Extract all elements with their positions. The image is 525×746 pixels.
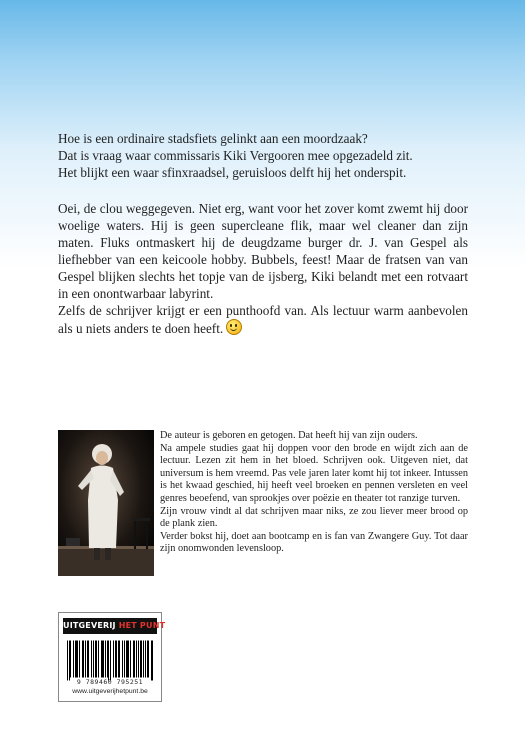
barcode-bar xyxy=(87,641,88,678)
bio-paragraph-2: Na ampele studies gaat hij doppen voor den brode en wijdt zich aan de lectuur. Lezen zit hem in het bloed. Schrijven ook. Uitgeven niet, dat universum is hem vreemd. Pas vele jaren later komt hij tot inkeer. Intussen is het kwaad geschied, hij heeft veel broeken en pennen versleten en veel genres beoefend, van sprookjes over poëzie en theater tot ranzige turven. xyxy=(160,442,468,504)
barcode-bar xyxy=(88,641,89,678)
barcode-bar xyxy=(138,641,139,678)
barcode-bar xyxy=(136,641,137,678)
barcode-bar xyxy=(130,641,131,678)
barcode-bar xyxy=(143,641,144,678)
barcode-bar xyxy=(82,641,83,678)
publisher-logo xyxy=(63,618,166,634)
intro-line-1: Hoe is een ordinaire stadsfiets gelinkt aan een moordzaak? xyxy=(58,131,368,146)
barcode-bar xyxy=(93,641,94,678)
barcode-bar xyxy=(96,641,97,678)
bio-paragraph-1: De auteur is geboren en getogen. Dat heeft hij van zijn ouders. xyxy=(160,430,418,441)
publisher-name-part-2: HET PUNT xyxy=(118,621,166,630)
barcode-bar xyxy=(98,641,99,678)
barcode-bar xyxy=(83,641,84,678)
intro-line-3: Het blijkt een waar sfinxraadsel, geruisloos delft hij het onderspit. xyxy=(58,165,407,180)
smiley-face-icon xyxy=(226,319,242,335)
barcode xyxy=(67,638,153,683)
barcode-bar xyxy=(126,641,127,678)
barcode-bar xyxy=(77,641,78,678)
story-paragraph-2-text: Zelfs de schrijver krijgt er een punthoofd van. Als lectuur warm aanbevolen als u niets anders te doen heeft. xyxy=(58,303,468,336)
barcode-bar xyxy=(113,641,114,678)
barcode-bar xyxy=(151,641,152,681)
story-paragraph-2 xyxy=(58,302,468,337)
intro-line-2: Dat is vraag waar commissaris Kiki Vergooren mee opgezadeld zit. xyxy=(58,148,413,163)
barcode-bar xyxy=(110,641,111,681)
author-photo xyxy=(58,430,154,576)
barcode-bar xyxy=(122,641,123,678)
barcode-bar xyxy=(147,641,148,678)
barcode-bar xyxy=(128,641,129,678)
barcode-bar xyxy=(70,641,71,678)
barcode-bar xyxy=(148,641,149,678)
barcode-bar xyxy=(118,641,119,678)
barcode-bar xyxy=(133,641,134,678)
barcode-bar xyxy=(116,641,117,678)
barcode-bar xyxy=(152,641,153,681)
barcode-bar xyxy=(127,641,128,678)
barcode-bar xyxy=(108,641,109,681)
barcode-bar xyxy=(107,641,108,678)
publisher-url: www.uitgeverijhetpunt.be xyxy=(72,688,148,695)
barcode-bar xyxy=(105,641,106,678)
barcode-bar xyxy=(101,641,102,678)
barcode-bar xyxy=(134,641,135,678)
isbn-number: 9 789460 795251 xyxy=(76,678,144,686)
barcode-bar xyxy=(124,641,125,678)
barcode-bar xyxy=(76,641,77,678)
barcode-bar xyxy=(85,641,86,678)
barcode-bar xyxy=(115,641,116,678)
barcode-bar xyxy=(145,641,146,678)
barcode-bar xyxy=(95,641,96,678)
barcode-bar xyxy=(141,641,142,678)
author-bio xyxy=(160,430,468,556)
barcode-bar xyxy=(73,641,74,678)
barcode-bar xyxy=(91,641,92,678)
bio-paragraph-3: Zijn vrouw vindt al dat schrijven maar niks, ze zou liever meer brood op de plank zien. xyxy=(160,505,468,530)
story-text xyxy=(58,200,468,337)
publisher-name-part-1: UITGEVERIJ xyxy=(63,621,116,630)
barcode-bar xyxy=(103,641,104,678)
barcode-bar xyxy=(69,641,70,681)
barcode-bar xyxy=(67,641,68,681)
barcode-bar xyxy=(75,641,76,678)
intro-text xyxy=(58,130,468,181)
barcode-bar xyxy=(102,641,103,678)
barcode-bar xyxy=(79,641,80,678)
bio-paragraph-4: Verder bokst hij, doet aan bootcamp en is fan van Zwangere Guy. Tot daar zijn onomwonden levensloop. xyxy=(160,530,468,555)
barcode-bar xyxy=(140,641,141,678)
story-paragraph-1: Oei, de clou weggegeven. Niet erg, want voor het zover komt zwemt hij door woelige waters. Hij is geen supercleane flik, maar wel cleaner dan zijn maten. Fluks ontmaskert hij de deugdzame burger dr. J. van Gespel als liefhebber van een keicoole hobby. Bubbels, feest! Maar de fratsen van van Gespel blijken slechts het topje van de ijsberg, Kiki belandt met een rotvaart in een onontwarbaar labyrint. xyxy=(58,201,468,301)
barcode-bar xyxy=(119,641,120,678)
publisher-box xyxy=(58,612,166,702)
